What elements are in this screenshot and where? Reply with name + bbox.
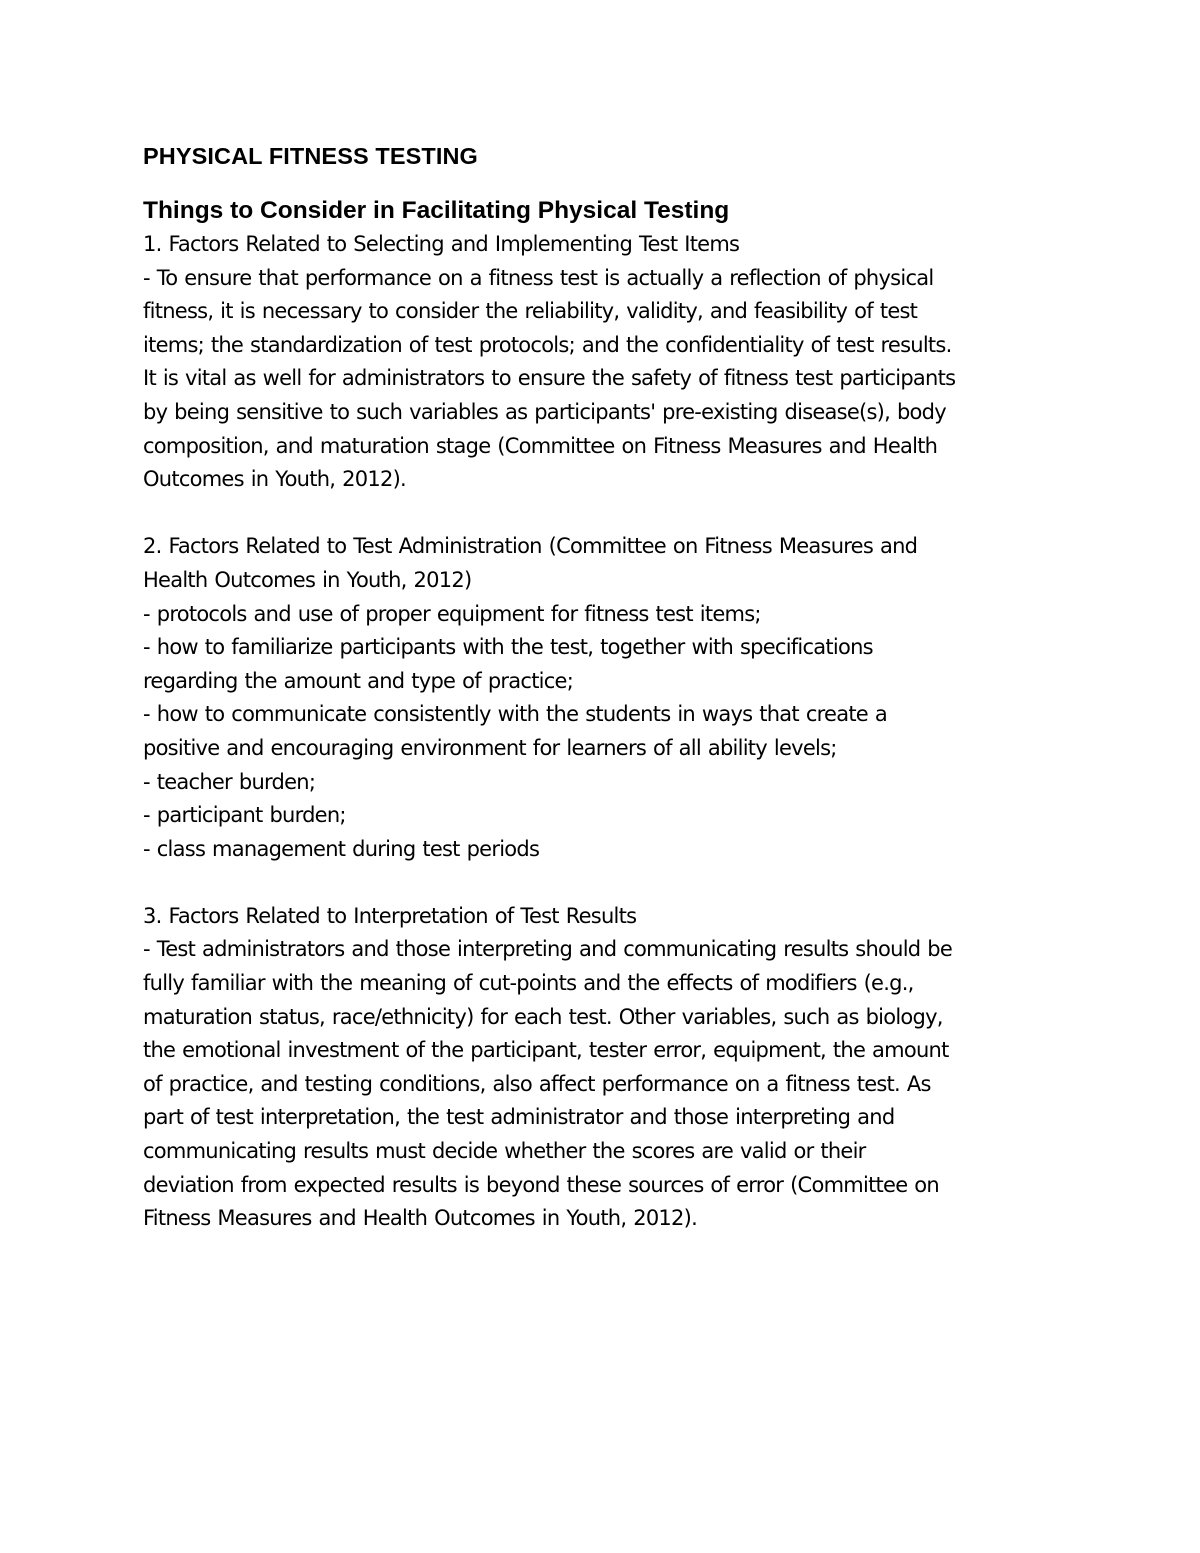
section-3-heading: 3. Factors Related to Interpretation of Test Results — [143, 903, 637, 928]
section-2-list-item: - protocols and use of proper equipment for fitness test items; — [143, 601, 761, 626]
section-2-list-item-continued: regarding the amount and type of practice; — [143, 668, 574, 693]
section-1-text-line: by being sensitive to such variables as participants' pre-existing disease(s), body — [143, 399, 946, 424]
section-1-text-line: - To ensure that performance on a fitness test is actually a reflection of physical — [143, 265, 934, 290]
paragraph-spacer — [143, 497, 1073, 531]
section-3-text-line: - Test administrators and those interpreting and communicating results should be — [143, 937, 953, 962]
section-3-text-line: Fitness Measures and Health Outcomes in Youth, 2012). — [143, 1206, 698, 1231]
document-subtitle: Things to Consider in Facilitating Physical Testing — [143, 197, 730, 224]
section-3-text-line: the emotional investment of the participant, tester error, equipment, the amount — [143, 1038, 949, 1063]
section-2-list-item-continued: positive and encouraging environment for learners of all ability levels; — [143, 735, 837, 760]
section-1-text-line: items; the standardization of test protocols; and the confidentiality of test results. — [143, 332, 952, 357]
section-2-list-item: - participant burden; — [143, 803, 346, 828]
section-3-text-line: part of test interpretation, the test administrator and those interpreting and — [143, 1105, 895, 1130]
section-3-text-line: of practice, and testing conditions, also affect performance on a fitness test. As — [143, 1071, 931, 1096]
paragraph-spacer — [143, 866, 1073, 900]
section-2-heading-continued: Health Outcomes in Youth, 2012) — [143, 567, 472, 592]
section-2-list-item: - how to familiarize participants with the test, together with specifications — [143, 635, 873, 660]
section-2-list-item: - class management during test periods — [143, 836, 540, 861]
section-1-text-line: Outcomes in Youth, 2012). — [143, 467, 406, 492]
section-2-heading: 2. Factors Related to Test Administration (Committee on Fitness Measures and — [143, 534, 918, 559]
document-content — [143, 140, 1073, 1236]
section-2 — [143, 530, 1073, 866]
section-1-text-line: composition, and maturation stage (Committee on Fitness Measures and Health — [143, 433, 938, 458]
section-1-text-line: fitness, it is necessary to consider the reliability, validity, and feasibility of test — [143, 299, 918, 324]
section-1-heading: 1. Factors Related to Selecting and Implementing Test Items — [143, 232, 740, 256]
section-3-text-line: fully familiar with the meaning of cut-points and the effects of modifiers (e.g., — [143, 971, 914, 996]
section-2-list-item: - teacher burden; — [143, 769, 316, 794]
document-title: PHYSICAL FITNESS TESTING — [143, 143, 478, 169]
section-3 — [143, 900, 1073, 1236]
section-3-text-line: communicating results must decide whether the scores are valid or their — [143, 1139, 866, 1164]
section-3-text-line: deviation from expected results is beyond these sources of error (Committee on — [143, 1172, 939, 1197]
section-1-text-line: It is vital as well for administrators to ensure the safety of fitness test participants — [143, 366, 956, 391]
section-1 — [143, 228, 1073, 497]
section-3-text-line: maturation status, race/ethnicity) for each test. Other variables, such as biology, — [143, 1004, 943, 1029]
section-2-list-item: - how to communicate consistently with the students in ways that create a — [143, 702, 888, 727]
